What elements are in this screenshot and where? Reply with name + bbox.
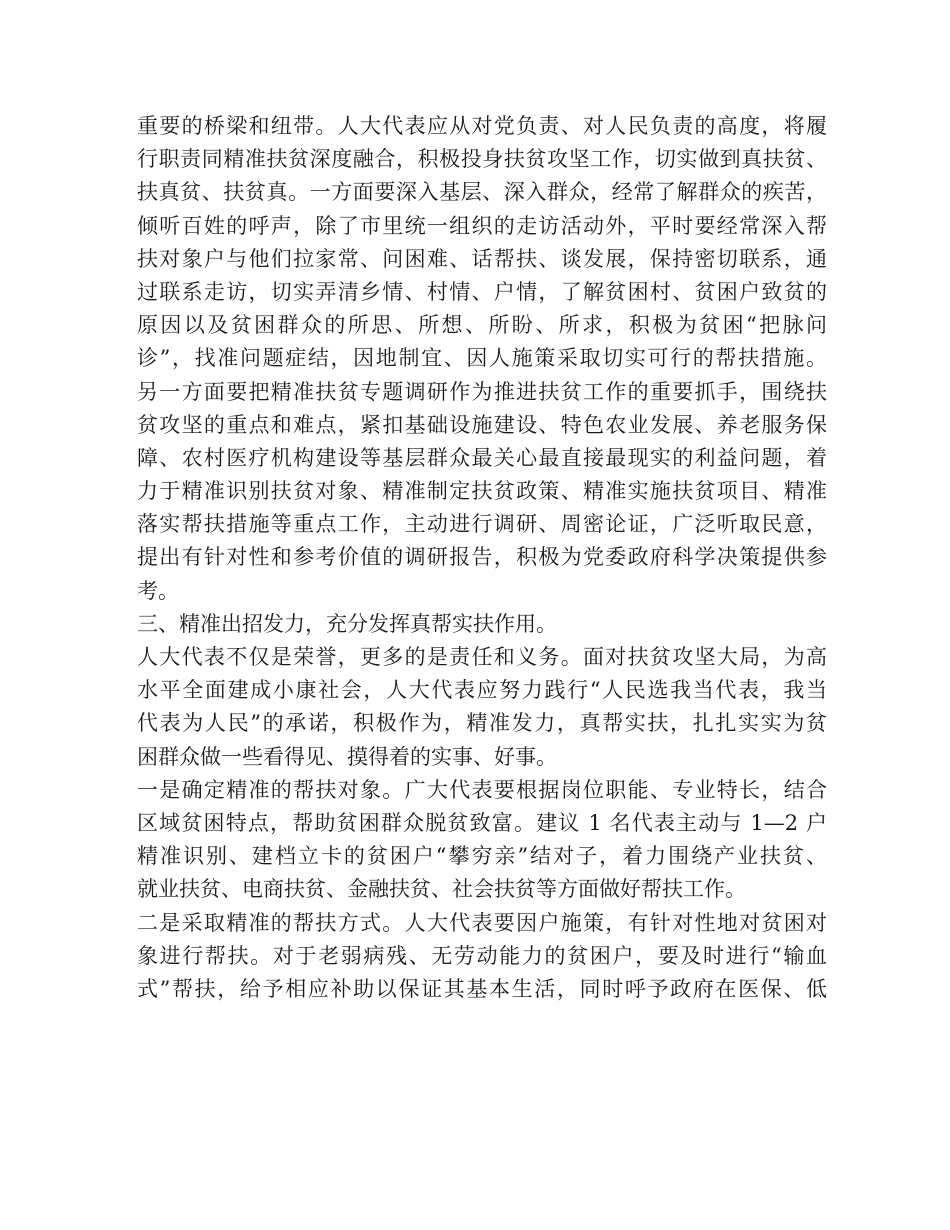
- text-line: 行职责同精准扶贫深度融合，积极投身扶贫攻坚工作，切实做到真扶贫、: [137, 147, 827, 172]
- text-line: 式”帮扶，给予相应补助以保证其基本生活，同时呼予政府在医保、低: [137, 976, 827, 1001]
- text-line: 贫攻坚的重点和难点，紧扣基础设施建设、特色农业发展、养老服务保: [137, 412, 827, 437]
- text-line: 三、精准出招发力，充分发挥真帮实扶作用。: [137, 611, 557, 636]
- text-line: 诊”，找准问题症结，因地制宜、因人施策采取切实可行的帮扶措施。: [137, 346, 827, 371]
- text-line: 代表为人民”的承诺，积极作为，精准发力，真帮实扶，扎扎实实为贫: [137, 711, 827, 736]
- text-line: 原因以及贫困群众的所思、所想、所盼、所求，积极为贫困“把脉问: [137, 313, 827, 338]
- text-line: 扶对象户与他们拉家常、问困难、话帮扶、谈发展，保持密切联系，通: [137, 246, 827, 271]
- text-line: 提出有针对性和参考价值的调研报告，积极为党委政府科学决策提供参: [137, 545, 827, 570]
- text-line: 一是确定精准的帮扶对象。广大代表要根据岗位职能、专业特长，结合: [137, 777, 827, 802]
- text-line: 障、农村医疗机构建设等基层群众最关心最直接最现实的利益问题，着: [137, 445, 827, 470]
- text-line: 区域贫困特点，帮助贫困群众脱贫致富。建议 1 名代表主动与 1—2 户: [137, 810, 827, 835]
- text-line: 考。: [137, 578, 179, 603]
- text-line: 扶真贫、扶贫真。一方面要深入基层、深入群众，经常了解群众的疾苦，: [137, 180, 827, 205]
- text-line: 力于精准识别扶贫对象、精准制定扶贫政策、精准实施扶贫项目、精准: [137, 479, 827, 504]
- text-line: 落实帮扶措施等重点工作，主动进行调研、周密论证，广泛听取民意，: [137, 512, 827, 537]
- text-line: 另一方面要把精准扶贫专题调研作为推进扶贫工作的重要抓手，围绕扶: [137, 379, 827, 404]
- text-line: 精准识别、建档立卡的贫困户“攀穷亲”结对子，着力围绕产业扶贫、: [137, 844, 827, 869]
- text-line: 二是采取精准的帮扶方式。人大代表要因户施策，有针对性地对贫困对: [137, 910, 827, 935]
- text-line: 困群众做一些看得见、摸得着的实事、好事。: [137, 744, 557, 769]
- text-line: 人大代表不仅是荣誉，更多的是责任和义务。面对扶贫攻坚大局，为高: [137, 645, 827, 669]
- text-line: 倾听百姓的呼声，除了市里统一组织的走访活动外，平时要经常深入帮: [137, 213, 827, 238]
- text-line: 象进行帮扶。对于老弱病残、无劳动能力的贫困户，要及时进行“输血: [137, 943, 827, 968]
- body-text: [137, 110, 827, 1006]
- text-line: 重要的桥梁和纽带。人大代表应从对党负责、对人民负责的高度，将履: [137, 114, 827, 138]
- text-line: 水平全面建成小康社会，人大代表应努力践行“人民选我当代表，我当: [137, 678, 827, 703]
- text-line: 就业扶贫、电商扶贫、金融扶贫、社会扶贫等方面做好帮扶工作。: [137, 877, 746, 902]
- text-line: 过联系走访，切实弄清乡情、村情、户情，了解贫困村、贫困户致贫的: [137, 279, 827, 304]
